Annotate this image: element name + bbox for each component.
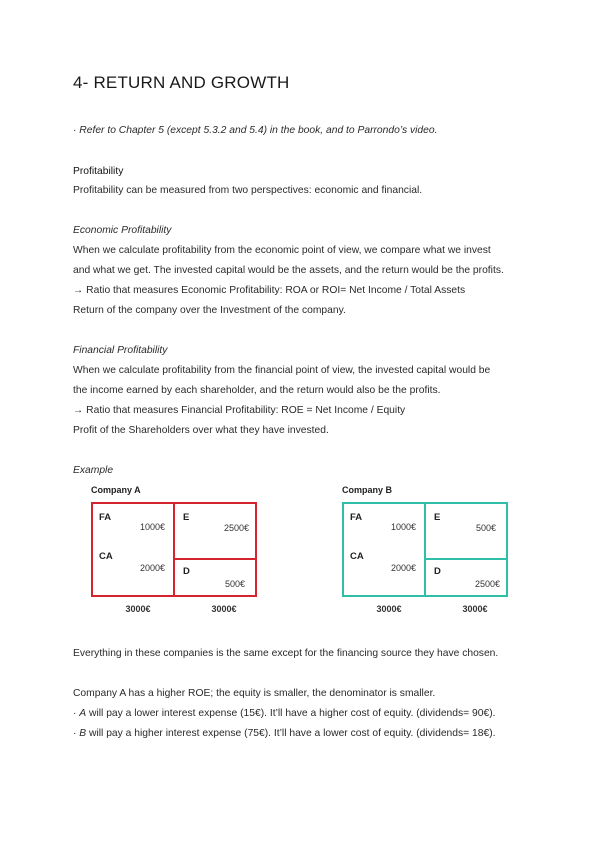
company-b-e-label: E (434, 512, 441, 523)
company-b-ca-label: CA (350, 551, 364, 562)
company-b-debt-box (424, 558, 508, 597)
company-b-e-value: 500€ (475, 523, 496, 533)
bullet-b-prefix: · (73, 728, 80, 739)
economic-line-3: → Ratio that measures Economic Profitability: ROA or ROI= Net Income / Total Assets (73, 285, 466, 296)
company-a-e-value: 2500€ (223, 523, 249, 533)
company-b-fa-value: 1000€ (390, 522, 416, 532)
conclusion-line-1: Everything in these companies is the same except for the financing source they have chosen. (73, 648, 499, 659)
company-b-total-assets: 3000€ (376, 604, 402, 614)
company-a-d-label: D (183, 566, 190, 577)
bullet-a-text: will pay a lower interest expense (15€). It’ll have a higher cost of equity. (dividends= 90€). (86, 708, 496, 719)
conclusion-line-2: Company A has a higher ROE; the equity is smaller, the denominator is smaller. (73, 688, 436, 699)
company-b-d-label: D (434, 566, 441, 577)
company-a-fa-label: FA (99, 512, 112, 523)
bullet-b-text: will pay a higher interest expense (75€). It’ll have a lower cost of equity. (dividends= 18€). (86, 728, 496, 739)
reference-note: · Refer to Chapter 5 (except 5.3.2 and 5.4) in the book, and to Parrondo’s video. (73, 125, 438, 136)
bullet-b-letter: B (79, 728, 87, 739)
bullet-a-prefix: · (73, 708, 80, 719)
economic-line-2: and what we get. The invested capital would be the assets, and the return would be the profits. (73, 265, 504, 276)
example-title: Example (73, 465, 114, 476)
company-b-title: Company B (342, 485, 393, 495)
company-a-ca-value: 2000€ (139, 563, 165, 573)
company-a-d-value: 500€ (224, 579, 245, 589)
financial-line-1: When we calculate profitability from the financial point of view, the invested capital would be (73, 365, 491, 376)
profitability-intro: Profitability can be measured from two perspectives: economic and financial. (73, 185, 423, 196)
financial-line-2: the income earned by each shareholder, and the return would also be the profits. (73, 385, 441, 396)
economic-title: Economic Profitability (73, 225, 172, 236)
economic-line-4: Return of the company over the Investment of the company. (73, 305, 346, 316)
company-b-balance-sheet (342, 485, 517, 620)
company-b-ca-value: 2000€ (390, 563, 416, 573)
financial-line-3: → Ratio that measures Financial Profitability: ROE = Net Income / Equity (73, 405, 406, 416)
section-heading: 4- RETURN AND GROWTH (73, 73, 290, 92)
company-b-total-liabilities: 3000€ (462, 604, 488, 614)
conclusion-bullet-b (73, 727, 496, 741)
financial-line-4: Profit of the Shareholders over what they have invested. (73, 425, 329, 436)
bullet-a-letter: A (79, 708, 87, 719)
profitability-title: Profitability (73, 166, 124, 177)
company-a-e-label: E (183, 512, 190, 523)
economic-line-1: When we calculate profitability from the economic point of view, we compare what we invest (73, 245, 491, 256)
conclusion-bullet-a (73, 707, 496, 721)
company-a-fa-value: 1000€ (139, 522, 165, 532)
financial-title: Financial Profitability (73, 345, 168, 356)
company-a-total-liabilities: 3000€ (211, 604, 237, 614)
company-b-d-value: 2500€ (474, 579, 500, 589)
company-b-fa-label: FA (350, 512, 363, 523)
company-a-total-assets: 3000€ (125, 604, 151, 614)
company-a-ca-label: CA (99, 551, 113, 562)
company-a-balance-sheet (91, 485, 266, 620)
company-a-title: Company A (91, 485, 141, 495)
company-a-debt-box (173, 558, 257, 597)
